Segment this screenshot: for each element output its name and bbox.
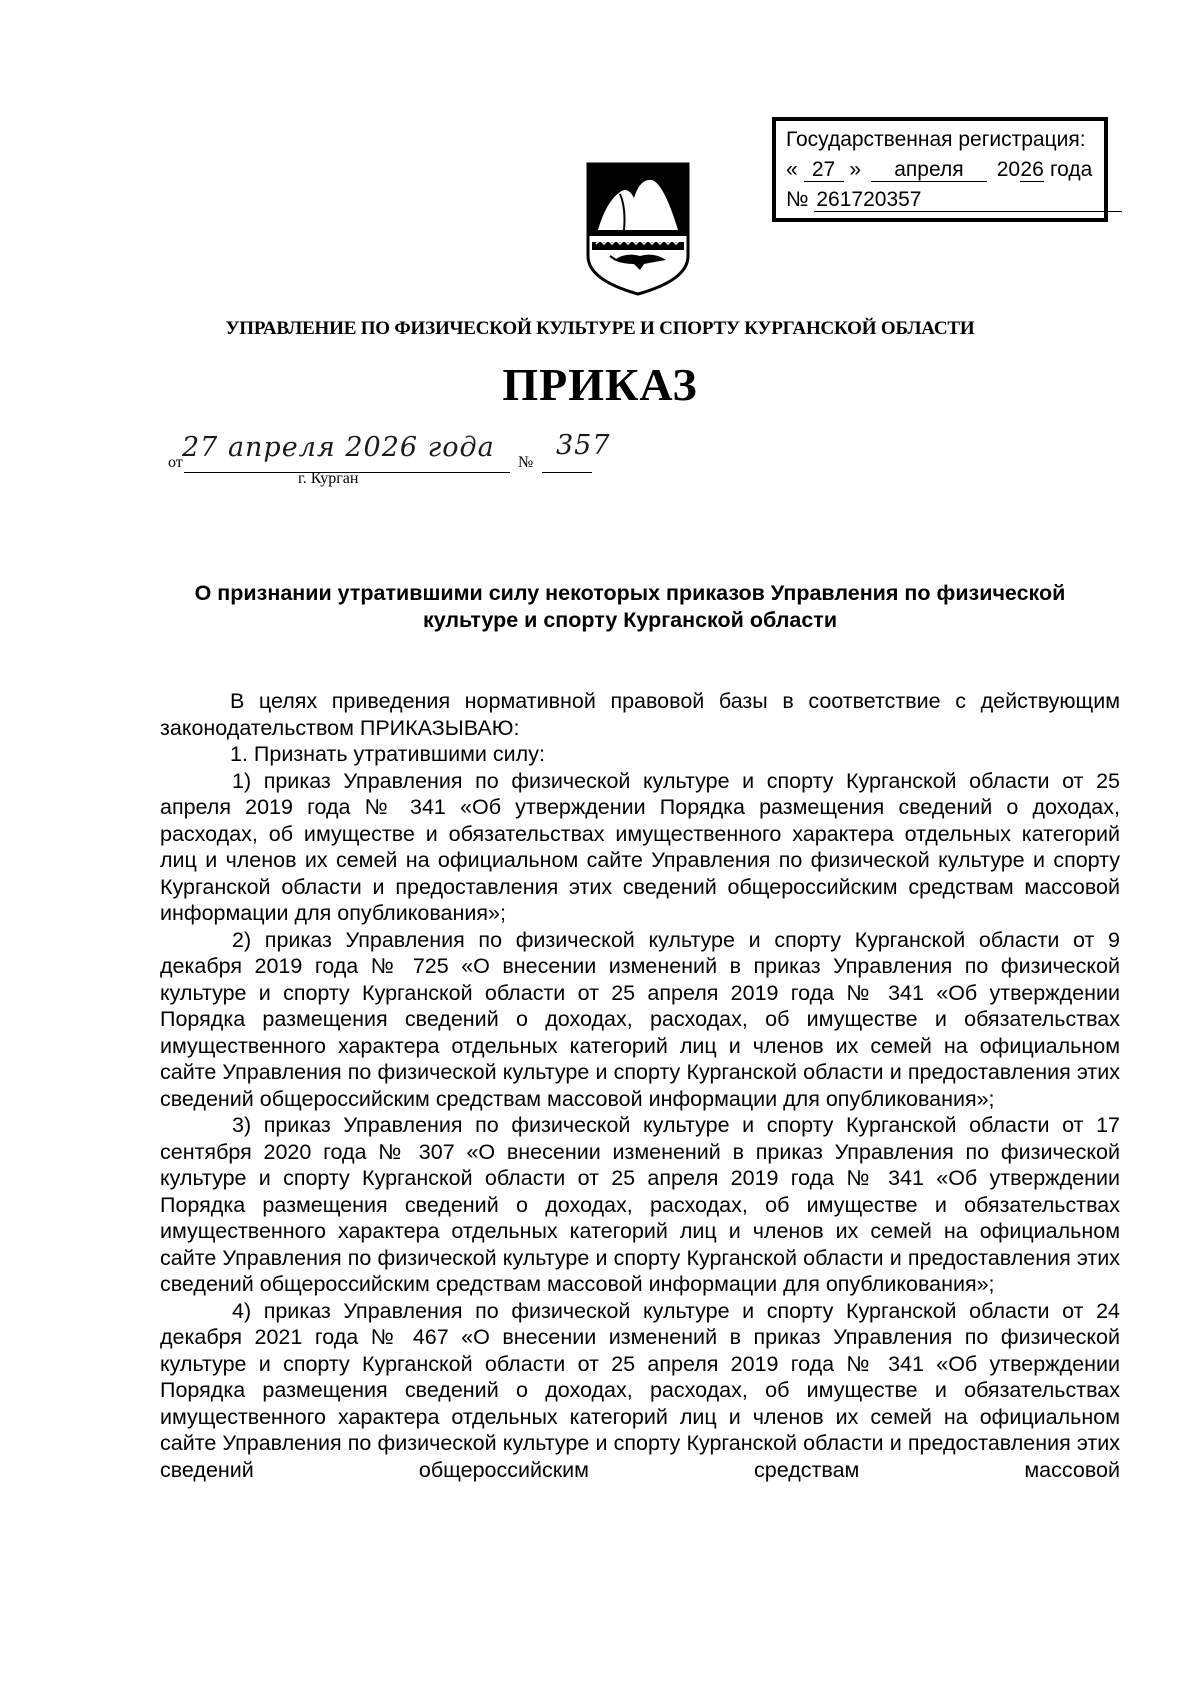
organization-name: УПРАВЛЕНИЕ ПО ФИЗИЧЕСКОЙ КУЛЬТУРЕ И СПОРТУ КУРГАНСКОЙ ОБЛАСТИ	[225, 318, 975, 339]
handwritten-date: 27 апреля 2026 года	[182, 432, 495, 463]
registration-heading: Государственная регистрация:	[786, 128, 1086, 151]
list-item: 3) приказ Управления по физической культуре и спорту Курганской области от 17 сентября 2020 года № 307 «О внесении изменений в приказ Управления по физической культуре и спорту Курганской области от 25 апреля 2019 года № 341 «Об утверждении Порядка размещения сведений о доходах, расходах, об имуществе и обязательствах имущественного характера отдельных категорий лиц и членов их семей на официальном сайте Управления по физической культуре и спорту Курганской области и предоставления этих сведений общероссийским средствам массовой информации для опубликования»;	[160, 1113, 1120, 1296]
list-item: 4) приказ Управления по физической культуре и спорту Курганской области от 24 декабря 2021 года № 467 «О внесении изменений в приказ Управления по физической культуре и спорту Курганской области от 25 апреля 2019 года № 341 «Об утверждении Порядка размещения сведений о доходах, расходах, об имуществе и обязательствах имущественного характера отдельных категорий лиц и членов их семей на официальном сайте Управления по физической культуре и спорту Курганской области и предоставления этих сведений общероссийским средствам массовой	[160, 1298, 1120, 1482]
coat-of-arms-emblem	[584, 160, 692, 298]
number-underline	[542, 472, 592, 473]
registration-day: 27	[804, 159, 844, 182]
registration-number-label: №	[786, 188, 809, 211]
registration-year-prefix: 20	[996, 158, 1021, 181]
registration-date-row	[786, 155, 1098, 185]
list-item: 2) приказ Управления по физической культуре и спорту Курганской области от 9 декабря 2019 года № 725 «О внесении изменений в приказ Управления по физической культуре и спорту Курганской области от 25 апреля 2019 года № 341 «Об утверждении Порядка размещения сведений о доходах, расходах, об имуществе и обязательствах имущественного характера отдельных категорий лиц и членов их семей на официальном сайте Управления по физической культуре и спорту Курганской области и предоставления этих сведений общероссийским средствам массовой информации для опубликования»;	[160, 927, 1120, 1111]
registration-year-suffix: 26	[1020, 158, 1044, 181]
list-item: 1) приказ Управления по физической культуре и спорту Курганской области от 25 апреля 2019 года № 341 «Об утверждении Порядка размещения сведений о доходах, расходах, об имуществе и обязательствах имущественного характера отдельных категорий лиц и членов их семей на официальном сайте Управления по физической культуре и спорту Курганской области и предоставления этих сведений общероссийским средствам массовой информации для опубликования»;	[160, 768, 1120, 925]
registration-quote-open: «	[786, 158, 798, 181]
document-body	[160, 688, 1120, 1483]
handwritten-number: 357	[556, 430, 611, 461]
date-from-label: от	[168, 454, 183, 471]
city: г. Курган	[298, 470, 359, 487]
registration-number-row	[786, 185, 1098, 215]
document-type: ПРИКАЗ	[502, 359, 698, 410]
document-title: О признании утратившими силу некоторых приказов Управления по физической культуре и спорту Курганской области	[194, 581, 1066, 632]
registration-month: апреля	[871, 159, 987, 182]
order-number-label: №	[518, 454, 534, 471]
point-1: 1. Признать утратившими силу:	[230, 742, 545, 766]
registration-stamp	[772, 117, 1108, 222]
registration-year-word: года	[1049, 158, 1093, 181]
registration-quote-close: »	[849, 158, 862, 181]
preamble-paragraph: В целях приведения нормативной правовой базы в соответствие с действующим законодательством ПРИКАЗЫВАЮ:	[160, 689, 1120, 740]
registration-number: 261720357	[814, 189, 1122, 212]
